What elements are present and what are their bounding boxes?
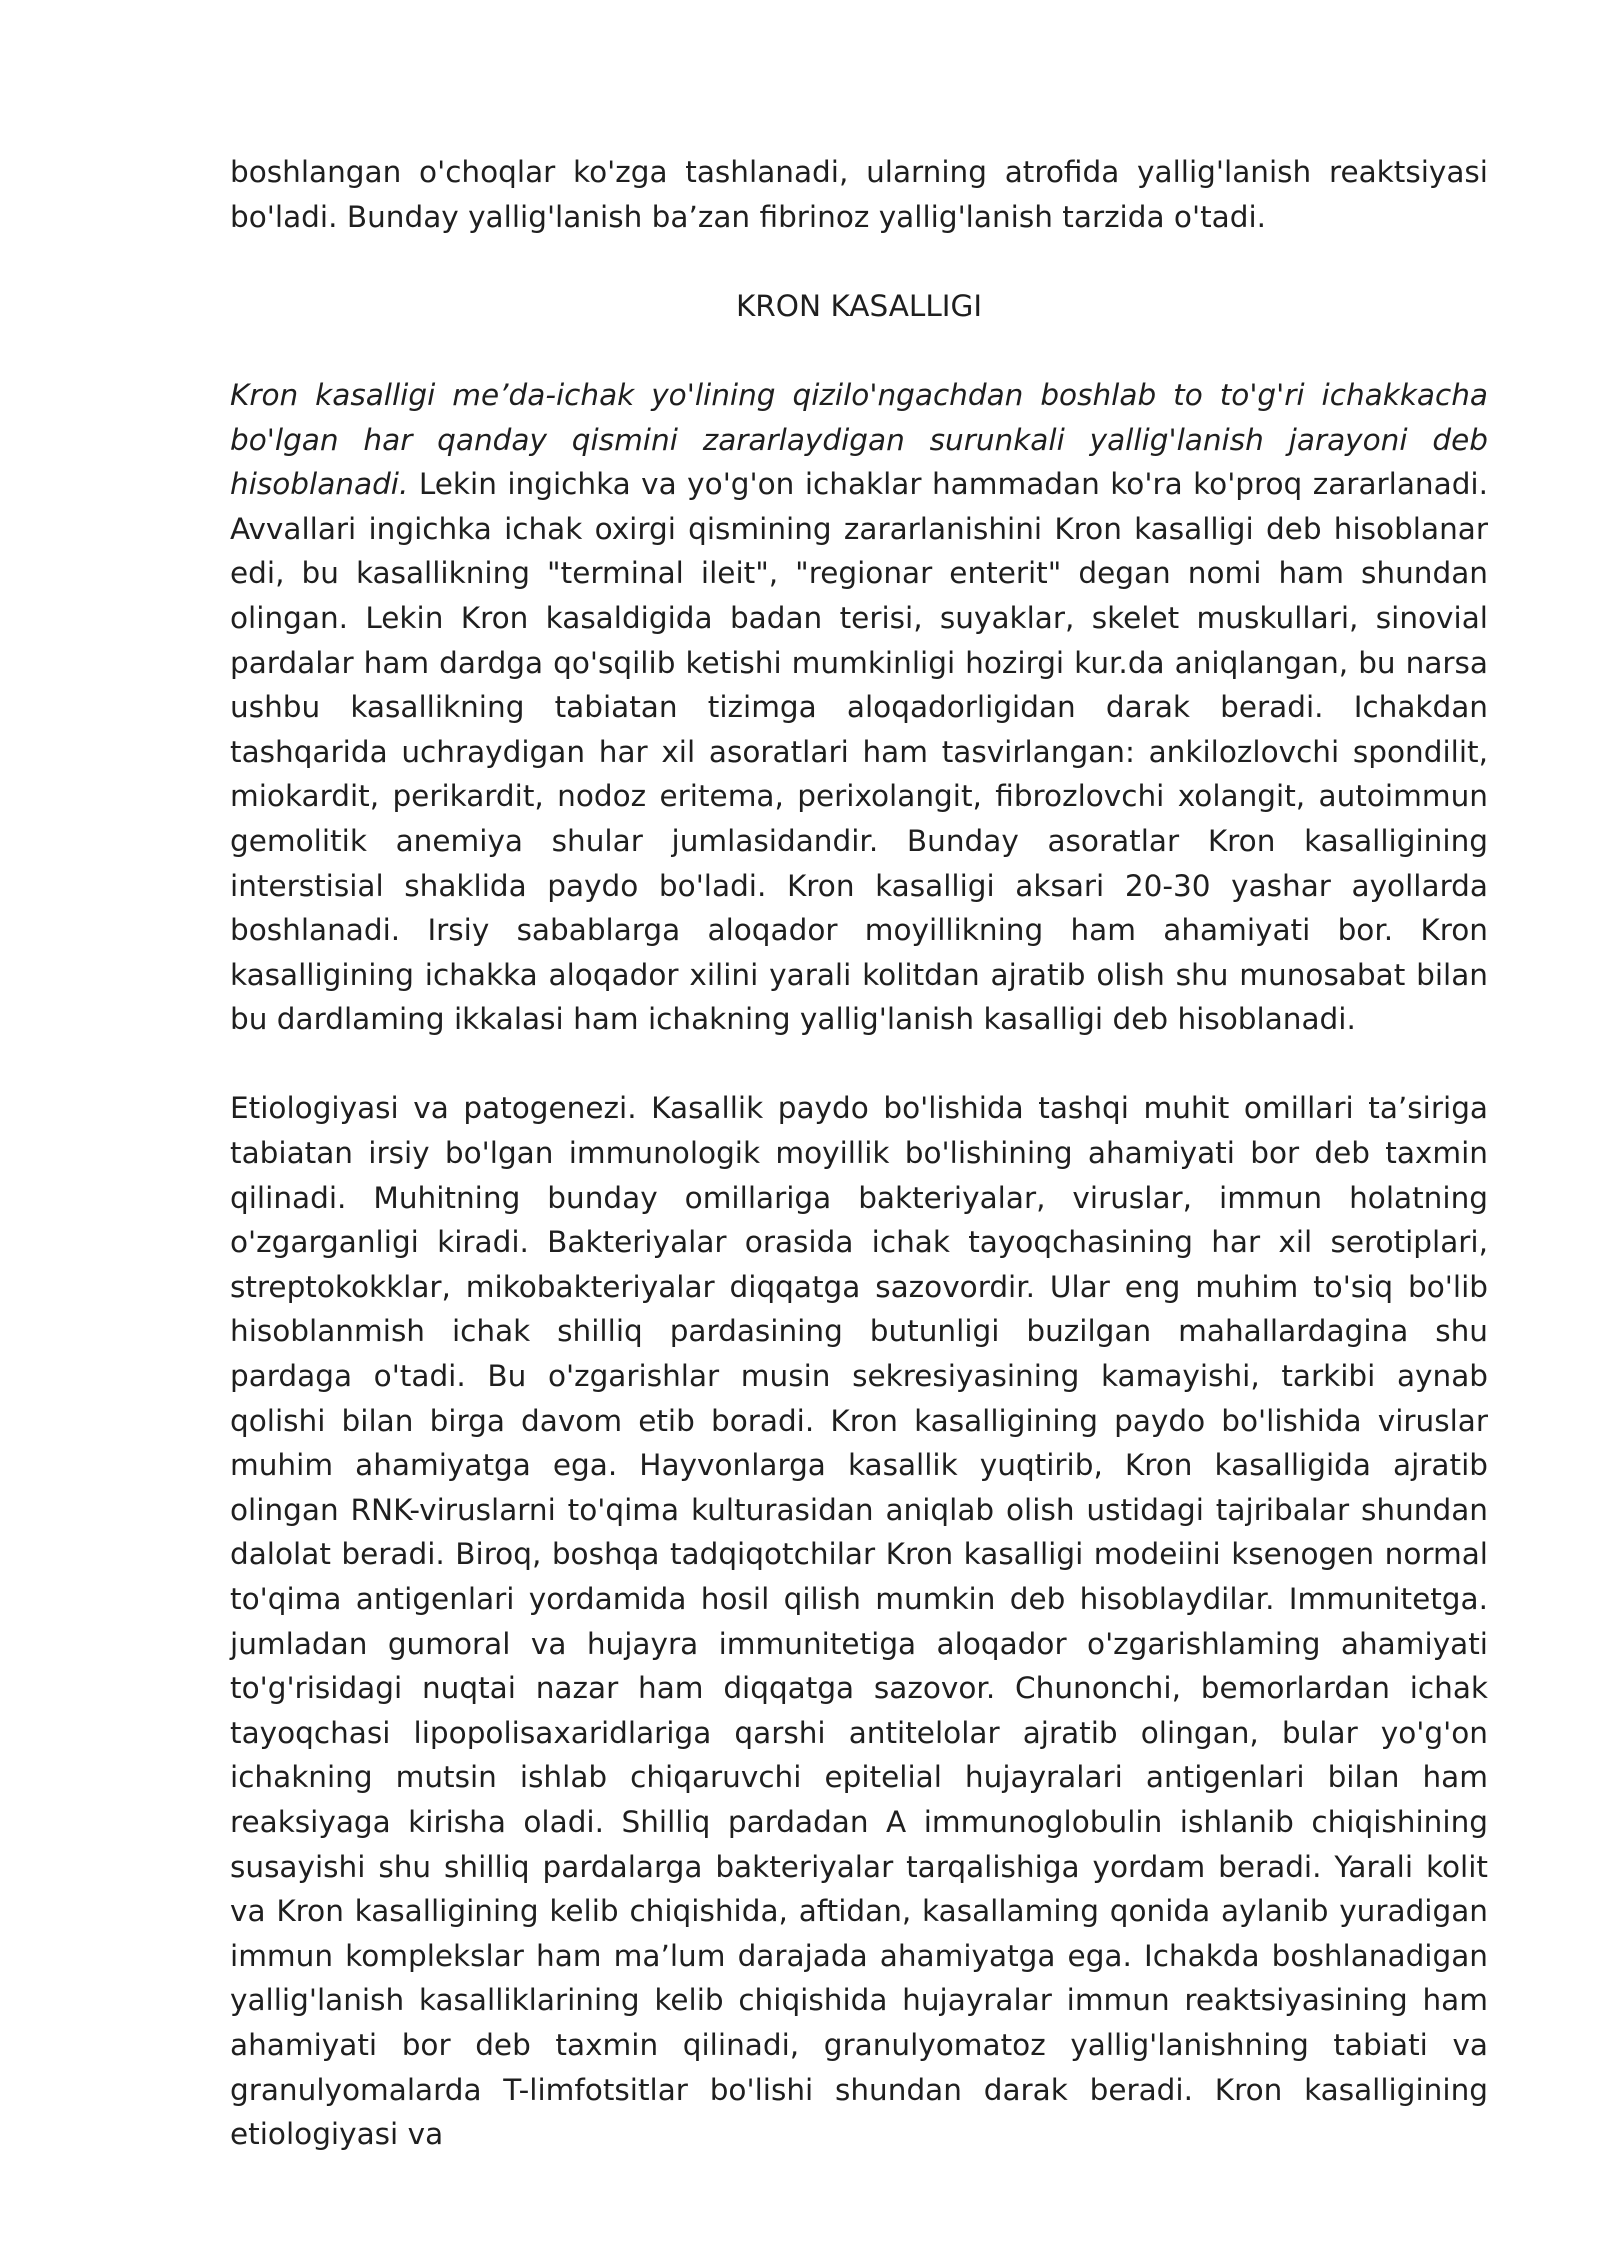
definition-italic-text: Kron kasalligi me’da-ichak yo'lining qizilo'ngachdan boshlab to to'g'ri ichakkacha bo'lgan har qanday qismini zararlaydigan surunkali yallig'lanish jarayoni deb hisoblanadi. bbox=[230, 377, 1488, 502]
definition-body-text: Lekin ingichka va yo'g'on ichaklar hammadan ko'ra ko'proq zararlanadi. Avvallari ingichka ichak oxirgi qismining zararlanishini Kron kasalligi deb hisoblanar edi, bu kasallikning "terminal ileit", "regionar enterit" degan nomi ham shundan olingan. Lekin Kron kasaldigida badan terisi, suyaklar, skelet muskullari, sinovial pardalar ham dardga qo'sqilib ketishi mumkinligi hozirgi kur.da aniqlangan, bu narsa ushbu kasallikning tabiatan tizimga aloqadorligidan darak beradi. Ichakdan tashqarida uchraydigan har xil asoratlari ham tasvirlangan: ankilozlovchi spondilit, miokardit, perikardit, nodoz eritema, perixolangit, fibrozlovchi xolangit, autoimmun gemolitik anemiya shular jumlasidandir. Bunday asoratlar Kron kasalligining interstisial shaklida paydo bo'ladi. Kron kasalligi aksari 20-30 yashar ayollarda boshlanadi. Irsiy sabablarga aloqador moyillikning ham ahamiyati bor. Kron kasalligining ichakka aloqador xilini yarali kolitdan ajratib olish shu munosabat bilan bu dardlaming ikkalasi ham ichakning yallig'lanish kasalligi deb hisoblanadi. bbox=[230, 467, 1488, 1037]
definition-paragraph bbox=[230, 373, 1488, 1042]
intro-paragraph: boshlangan o'choqlar ko'zga tashlanadi, ularning atrofida yallig'lanish reaktsiyasi bo'ladi. Bunday yallig'lanish ba’zan fibrinoz yallig'lanish tarzida o'tadi. bbox=[230, 155, 1488, 234]
etiology-paragraph: Etiologiyasi va patogenezi. Kasallik paydo bo'lishida tashqi muhit omillari ta’siriga tabiatan irsiy bo'lgan immunologik moyillik bo'lishining ahamiyati bor deb taxmin qilinadi. Muhitning bunday omillariga bakteriyalar, viruslar, immun holatning o'zgarganligi kiradi. Bakteriyalar orasida ichak tayoqchasining har xil serotiplari, streptokokklar, mikobakteriyalar diqqatga sazovordir. Ular eng muhim to'siq bo'lib hisoblanmish ichak shilliq pardasining butunligi buzilgan mahallardagina shu pardaga o'tadi. Bu o'zgarishlar musin sekresiyasining kamayishi, tarkibi aynab qolishi bilan birga davom etib boradi. Kron kasalligining paydo bo'lishida viruslar muhim ahamiyatga ega. Hayvonlarga kasallik yuqtirib, Kron kasalligida ajratib olingan RNK-viruslarni to'qima kulturasidan aniqlab olish ustidagi tajribalar shundan dalolat beradi. Biroq, boshqa tadqiqotchilar Kron kasalligi modeiini ksenogen normal to'qima antigenlari yordamida hosil qilish mumkin deb hisoblaydilar. Immunitetga. jumladan gumoral va hujayra immunitetiga aloqador o'zgarishlaming ahamiyati to'g'risidagi nuqtai nazar ham diqqatga sazovor. Chunonchi, bemorlardan ichak tayoqchasi lipopolisaxaridlariga qarshi antitelolar ajratib olingan, bular yo'g'on ichakning mutsin ishlab chiqaruvchi epitelial hujayralari antigenlari bilan ham reaksiyaga kirisha oladi. Shilliq pardadan A immunoglobulin ishlanib chiqishining susayishi shu shilliq pardalarga bakteriyalar tarqalishiga yordam beradi. Yarali kolit va Kron kasalligining kelib chiqishida, aftidan, kasallaming qonida aylanib yuradigan immun komplekslar ham ma’lum darajada ahamiyatga ega. Ichakda boshlanadigan yallig'lanish kasalliklarining kelib chiqishida hujayralar immun reaktsiyasining ham ahamiyati bor deb taxmin qilinadi, granulyomatoz yallig'lanishning tabiati va granulyomalarda T-limfotsitlar bo'lishi shundan darak beradi. Kron kasalligining etiologiyasi va bbox=[230, 1091, 1488, 2152]
document-page bbox=[230, 150, 1488, 2157]
section-heading: KRON KASALLIGI bbox=[735, 288, 983, 323]
